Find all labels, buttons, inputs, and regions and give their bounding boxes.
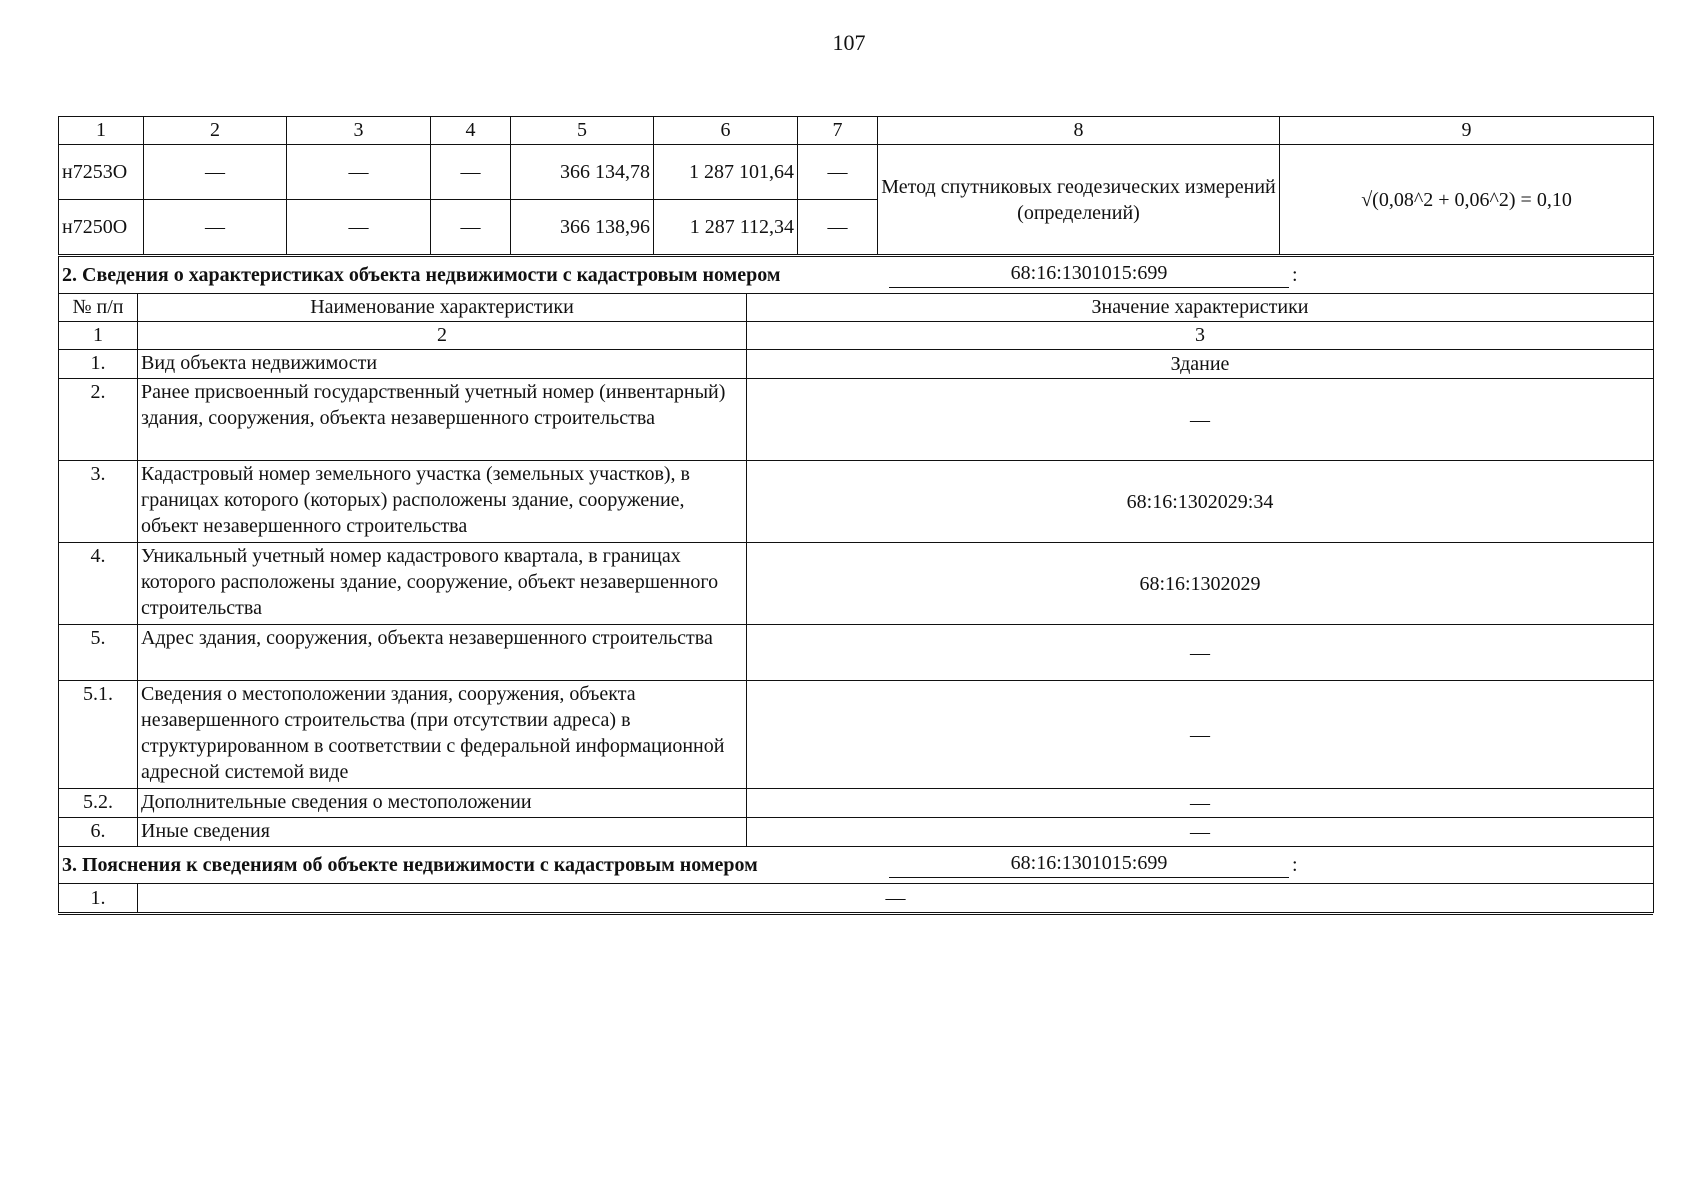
cell-dash: —: [287, 145, 431, 200]
row-number: 2.: [59, 379, 138, 461]
table-row: [59, 681, 1654, 789]
characteristic-value: 68:16:1302029:34: [747, 461, 1654, 543]
column-number: 1: [59, 117, 144, 145]
coord-y: 1 287 101,64: [654, 145, 798, 200]
column-number: 2: [144, 117, 287, 145]
characteristic-name: Иные сведения: [138, 818, 747, 847]
section-2-colon: :: [1292, 264, 1298, 286]
table-row: [59, 818, 1654, 847]
column-number: 2: [138, 322, 747, 350]
row-number: 5.: [59, 625, 138, 681]
characteristic-value: —: [747, 625, 1654, 681]
cell-dash: —: [287, 200, 431, 255]
cell-dash: —: [431, 200, 511, 255]
cell-dash: —: [144, 200, 287, 255]
characteristics-table: [58, 256, 1654, 913]
column-headers: [59, 294, 1654, 322]
section-2-cadastral-number: 68:16:1301015:699: [889, 259, 1289, 288]
row-number: 4.: [59, 543, 138, 625]
coord-x: 366 138,96: [511, 200, 654, 255]
cell-dash: —: [798, 200, 878, 255]
row-number: 6.: [59, 818, 138, 847]
column-number: 8: [878, 117, 1280, 145]
characteristic-value: —: [747, 818, 1654, 847]
row-number: 1.: [59, 884, 138, 913]
characteristic-value: —: [747, 379, 1654, 461]
section-3-cadastral-number: 68:16:1301015:699: [889, 849, 1289, 878]
accuracy-formula: √(0,08^2 + 0,06^2) = 0,10: [1280, 145, 1654, 255]
coord-y: 1 287 112,34: [654, 200, 798, 255]
measurement-method: Метод спутниковых геодезических измерений (определений): [878, 145, 1280, 255]
table-row: [59, 789, 1654, 818]
characteristic-value: Здание: [747, 350, 1654, 379]
column-number: 5: [511, 117, 654, 145]
section-2-header: [59, 257, 1654, 294]
column-number: 6: [654, 117, 798, 145]
point-name: н7253О: [59, 145, 144, 200]
cell-dash: —: [431, 145, 511, 200]
coords-header-row: [59, 117, 1654, 145]
characteristic-name: Кадастровый номер земельного участка (земельных участков), в границах которого (которых) расположены здание, сооружение, объект незавершенного строительства: [138, 461, 747, 543]
row-number: 5.1.: [59, 681, 138, 789]
table-row: [59, 884, 1654, 913]
characteristic-name: Адрес здания, сооружения, объекта незавершенного строительства: [138, 625, 747, 681]
coord-x: 366 134,78: [511, 145, 654, 200]
characteristic-value: —: [747, 681, 1654, 789]
table-row: [59, 543, 1654, 625]
characteristic-name: Дополнительные сведения о местоположении: [138, 789, 747, 818]
row-number: 1.: [59, 350, 138, 379]
section-3-title: 3. Пояснения к сведениям об объекте недвижимости с кадастровым номером: [62, 854, 758, 876]
table-row: [59, 461, 1654, 543]
section-3-colon: :: [1292, 854, 1298, 876]
explanation-text: —: [138, 884, 1654, 913]
page-number: 107: [832, 30, 866, 55]
point-name: н7250О: [59, 200, 144, 255]
column-numbers: [59, 322, 1654, 350]
header-name: Наименование характеристики: [138, 294, 747, 322]
characteristic-name: Ранее присвоенный государственный учетный номер (инвентарный) здания, сооружения, объекта незавершенного строительства: [138, 379, 747, 461]
header-number: № п/п: [59, 294, 138, 322]
table-row: [59, 625, 1654, 681]
column-number: 3: [747, 322, 1654, 350]
cell-dash: —: [144, 145, 287, 200]
characteristic-value: 68:16:1302029: [747, 543, 1654, 625]
column-number: 9: [1280, 117, 1654, 145]
coordinates-table: [58, 116, 1654, 255]
table-row: [59, 350, 1654, 379]
table-row: [59, 145, 1654, 200]
characteristic-value: —: [747, 789, 1654, 818]
characteristic-name: Сведения о местоположении здания, сооружения, объекта незавершенного строительства (при отсутствии адреса) в структурированном в соответствии с федеральной информационной адресной системой виде: [138, 681, 747, 789]
column-number: 1: [59, 322, 138, 350]
column-number: 4: [431, 117, 511, 145]
cell-dash: —: [798, 145, 878, 200]
header-value: Значение характеристики: [747, 294, 1654, 322]
table-row: [59, 379, 1654, 461]
section-3-header: [59, 847, 1654, 884]
column-number: 7: [798, 117, 878, 145]
characteristic-name: Вид объекта недвижимости: [138, 350, 747, 379]
section-2-title: 2. Сведения о характеристиках объекта недвижимости с кадастровым номером: [62, 264, 781, 286]
row-number: 5.2.: [59, 789, 138, 818]
column-number: 3: [287, 117, 431, 145]
table-bottom-border: [58, 914, 1653, 915]
row-number: 3.: [59, 461, 138, 543]
characteristic-name: Уникальный учетный номер кадастрового квартала, в границах которого расположены здание, сооружение, объект незавершенного строительства: [138, 543, 747, 625]
